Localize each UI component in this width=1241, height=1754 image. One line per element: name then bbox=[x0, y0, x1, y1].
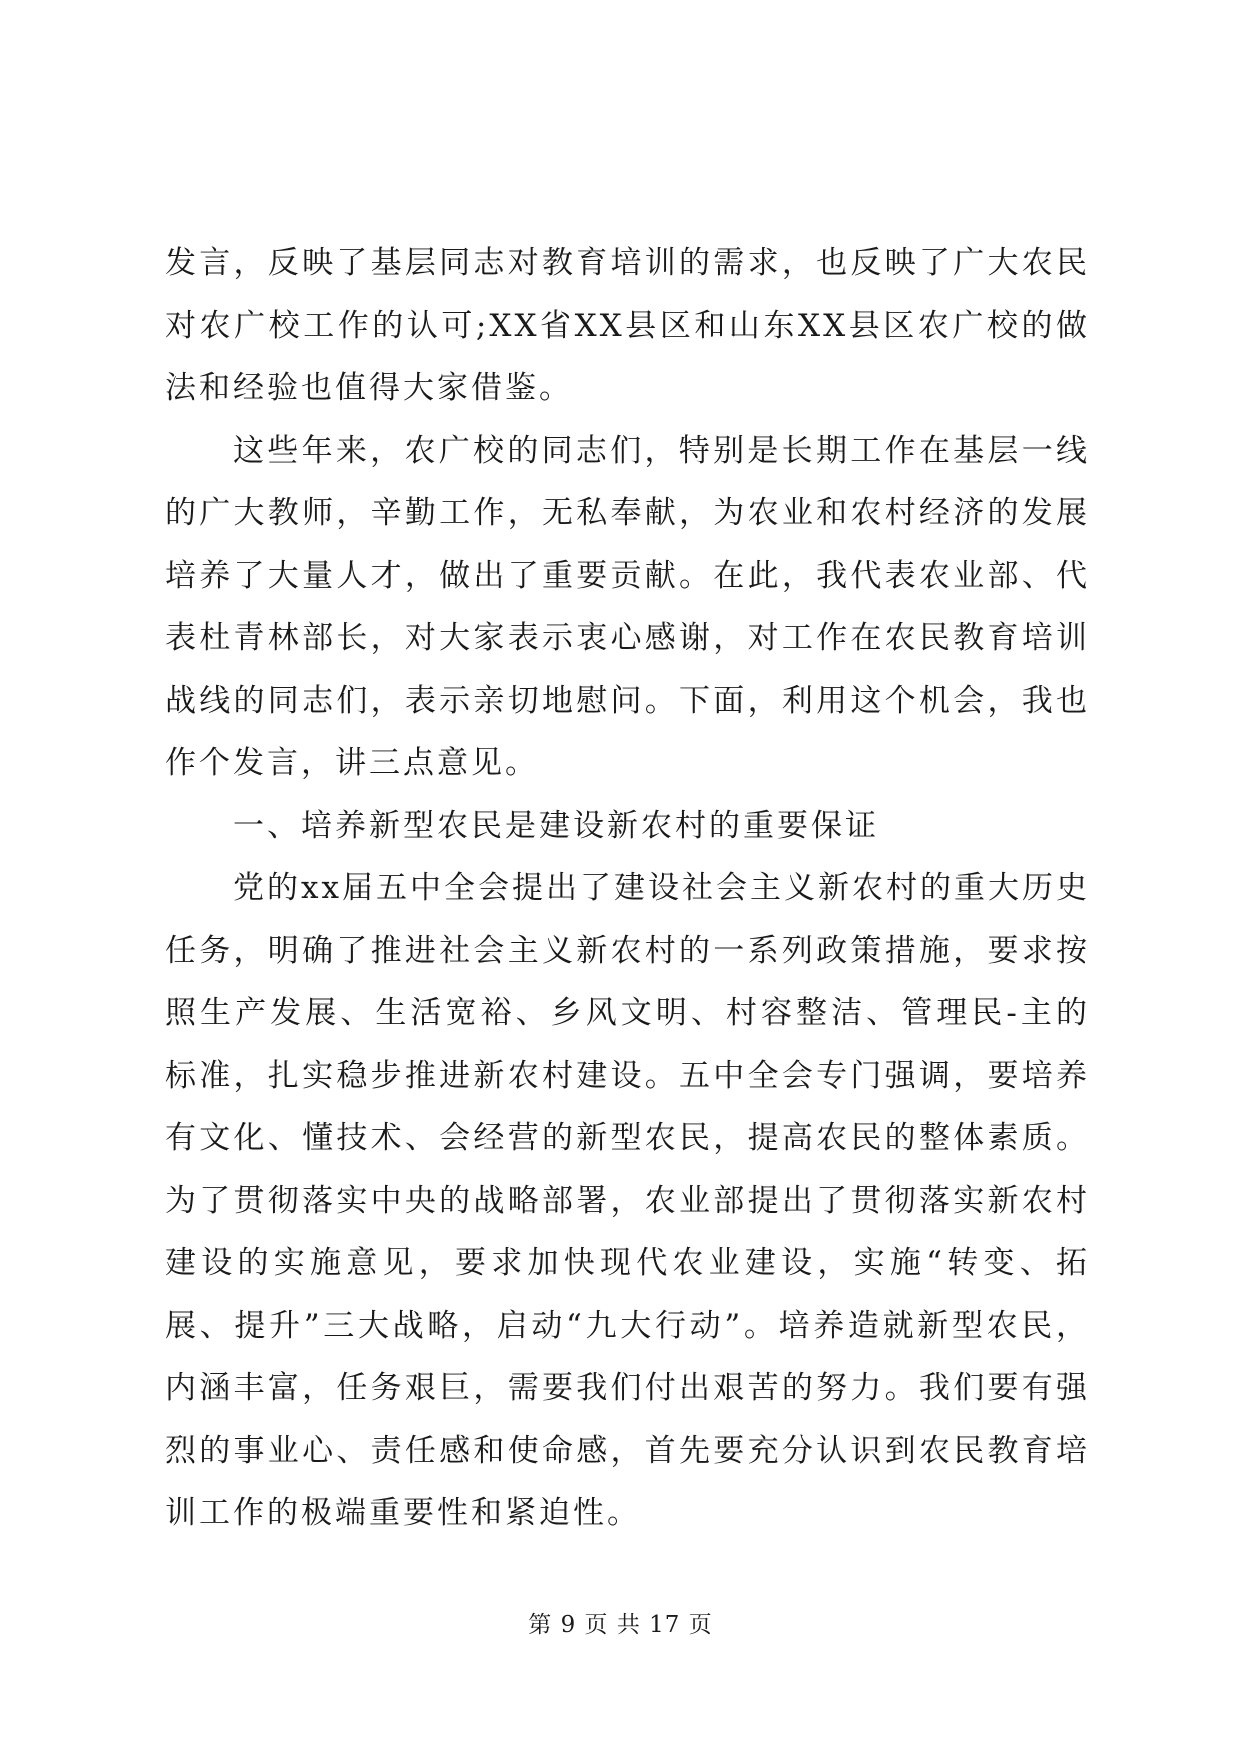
section-heading: 一、培养新型农民是建设新农村的重要保证 bbox=[233, 807, 879, 844]
paragraph-thanks: 这些年来，农广校的同志们，特别是长期工作在基层一线的广大教师，辛勤工作，无私奉献，为农业和农村经济的发展培养了大量人才，做出了重要贡献。在此，我代表农业部、代表杜青林部长，对大家表示衷心感谢，对工作在农民教育培训战线的同志们，表示亲切地慰问。下面，利用这个机会，我也作个发言，讲三点意见。 bbox=[165, 432, 1090, 781]
paragraph-intro: 发言，反映了基层同志对教育培训的需求，也反映了广大农民对农广校工作的认可;XX省XX县区和山东XX县区农广校的做法和经验也值得大家借鉴。 bbox=[165, 245, 1090, 406]
page-number-footer: 第 9 页 共 17 页 bbox=[528, 1612, 713, 1638]
document-body bbox=[165, 232, 1090, 1545]
paragraph-section-one: 党的xx届五中全会提出了建设社会主义新农村的重大历史任务，明确了推进社会主义新农村的一系列政策措施，要求按照生产发展、生活宽裕、乡风文明、村容整洁、管理民-主的标准，扎实稳步推进新农村建设。五中全会专门强调，要培养有文化、懂技术、会经营的新型农民，提高农民的整体素质。为了贯彻落实中央的战略部署，农业部提出了贯彻落实新农村建设的实施意见，要求加快现代农业建设，实施“转变、拓展、提升”三大战略，启动“九大行动”。培养造就新型农民，内涵丰富，任务艰巨，需要我们付出艰苦的努力。我们要有强烈的事业心、责任感和使命感，首先要充分认识到农民教育培训工作的极端重要性和紧迫性。 bbox=[165, 870, 1090, 1531]
